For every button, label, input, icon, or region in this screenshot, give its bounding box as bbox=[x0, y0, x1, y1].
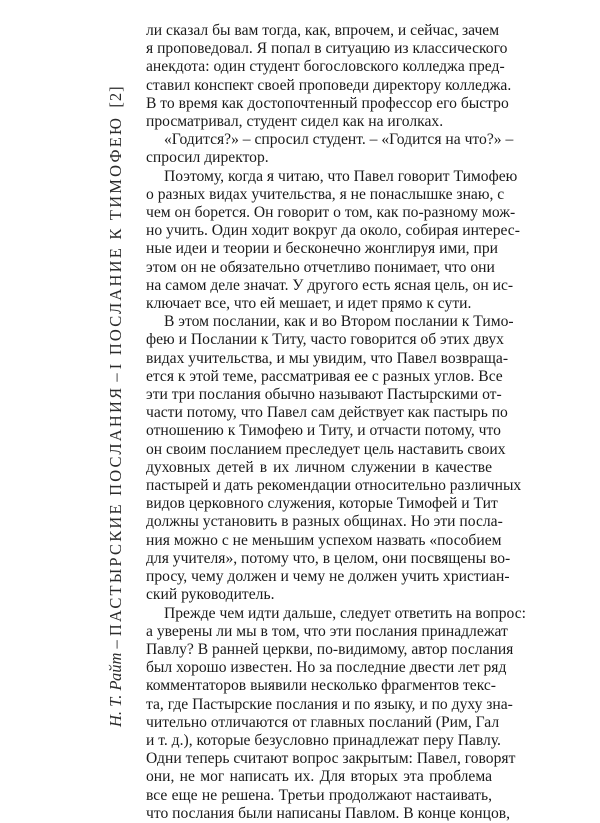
running-head-dash: – bbox=[106, 636, 125, 653]
text-line: ключает все, что ей мешает, и идет прямо к сути. bbox=[146, 295, 472, 313]
text-line: части потому, что Павел сам действует как пастырь по bbox=[146, 404, 508, 422]
text-line: В этом послании, как и во Втором послании к Тимо- bbox=[164, 313, 514, 331]
text-line: та, где Пастырские послания и по языку, и по духу зна- bbox=[146, 695, 513, 713]
running-head-series: ПАСТЫРСКИЕ ПОСЛАНИЯ bbox=[106, 385, 125, 637]
text-line: должны установить в разных общинах. Но эти посла- bbox=[146, 513, 503, 531]
text-line: ные идеи и теории и бесконечно жонглируя ими, при bbox=[146, 240, 498, 258]
text-line: В то время как достопочтенный профессор его быстро bbox=[146, 94, 509, 112]
text-line: и т. д.), которые безусловно принадлежат перу Павлу. bbox=[146, 731, 501, 749]
text-line: они, не мог написать их. Для вторых эта проблема bbox=[146, 768, 492, 786]
text-line: на самом деле значат. У другого есть ясная цель, он ис- bbox=[146, 276, 514, 294]
text-line: ется к этой теме, рассматривая ее с разных углов. Все bbox=[146, 367, 503, 385]
text-line: Одни теперь считают вопрос закрытым: Павел, говорят bbox=[146, 750, 516, 768]
text-line: «Годится?» – спросил студент. – «Годится на что?» – bbox=[164, 131, 514, 149]
text-line: ставил конспект своей проповеди директору колледжа. bbox=[146, 76, 512, 94]
text-line: видов церковного служения, которые Тимофей и Тит bbox=[146, 495, 498, 513]
text-line: ли сказал бы вам тогда, как, впрочем, и сейчас, зачем bbox=[146, 22, 500, 39]
text-line: ский руководитель. bbox=[146, 586, 275, 604]
text-line: чем он борется. Он говорит о том, как по-разному мож- bbox=[146, 204, 516, 222]
text-line: духовных детей в их личном служении в качестве bbox=[146, 458, 492, 476]
text-line: Прежде чем идти дальше, следует ответить на вопрос: bbox=[164, 604, 526, 622]
text-line: комментаторов выявили несколько фрагментов текс- bbox=[146, 677, 496, 695]
text-line: Поэтому, когда я читаю, что Павел говорит Тимофею bbox=[164, 167, 518, 185]
running-head-author: Н. Т. Райт bbox=[106, 652, 125, 727]
text-line: для учителя», потому что, в целом, они посвящены во- bbox=[146, 549, 511, 567]
text-line: этом он не обязательно отчетливо понимает, что они bbox=[146, 258, 495, 276]
text-line: анекдота: один студент богословского колледжа пред- bbox=[146, 58, 505, 76]
text-line: что послания были написаны Павлом. В конце концов, bbox=[146, 804, 511, 822]
text-line: я проповедовал. Я попал в ситуацию из классического bbox=[146, 40, 508, 58]
text-line: был хорошо известен. Но за последние двести лет ряд bbox=[146, 659, 507, 677]
text-line: видах учительства, и мы увидим, что Павел возвраща- bbox=[146, 349, 509, 367]
text-line: чительно отличаются от главных посланий (Рим, Гал bbox=[146, 713, 500, 731]
body-text bbox=[146, 22, 526, 823]
text-line: а уверены ли мы в том, что эти послания принадлежат bbox=[146, 622, 508, 640]
text-line: пастырей и дать рекомендации относительно различных bbox=[146, 477, 522, 495]
text-line: о разных видах учительства, я не понаслышке знаю, с bbox=[146, 185, 505, 203]
running-head-book: I ПОСЛАНИЕ К ТИМОФЕЮ bbox=[106, 115, 125, 370]
text-line: он своим посланием преследует цель наставить своих bbox=[146, 440, 506, 458]
running-head-dash: – bbox=[106, 369, 125, 386]
text-line: отношению к Тимофею и Титу, и отчасти потому, что bbox=[146, 422, 501, 440]
text-line: просматривал, студент сидел как на иголках. bbox=[146, 113, 444, 131]
text-line: но учить. Один ходит вокруг да около, собирая интерес- bbox=[146, 222, 520, 240]
text-line: эти три послания обычно называют Пастырскими от- bbox=[146, 386, 502, 404]
text-line: все еще не решена. Третьи продолжают настаивать, bbox=[146, 786, 492, 804]
text-line: просу, чему должен и чему не должен учить христиан- bbox=[146, 568, 510, 586]
text-line: фею и Послании к Титу, часто говорится об этих двух bbox=[146, 331, 504, 349]
page-number: [2] bbox=[106, 85, 125, 108]
text-line: спросил директор. bbox=[146, 149, 269, 167]
running-head bbox=[105, 87, 127, 727]
text-line: Павлу? В ранней церкви, по-видимому, автор послания bbox=[146, 640, 514, 658]
text-line: ния можно с не меньшим успехом назвать «пособием bbox=[146, 531, 502, 549]
